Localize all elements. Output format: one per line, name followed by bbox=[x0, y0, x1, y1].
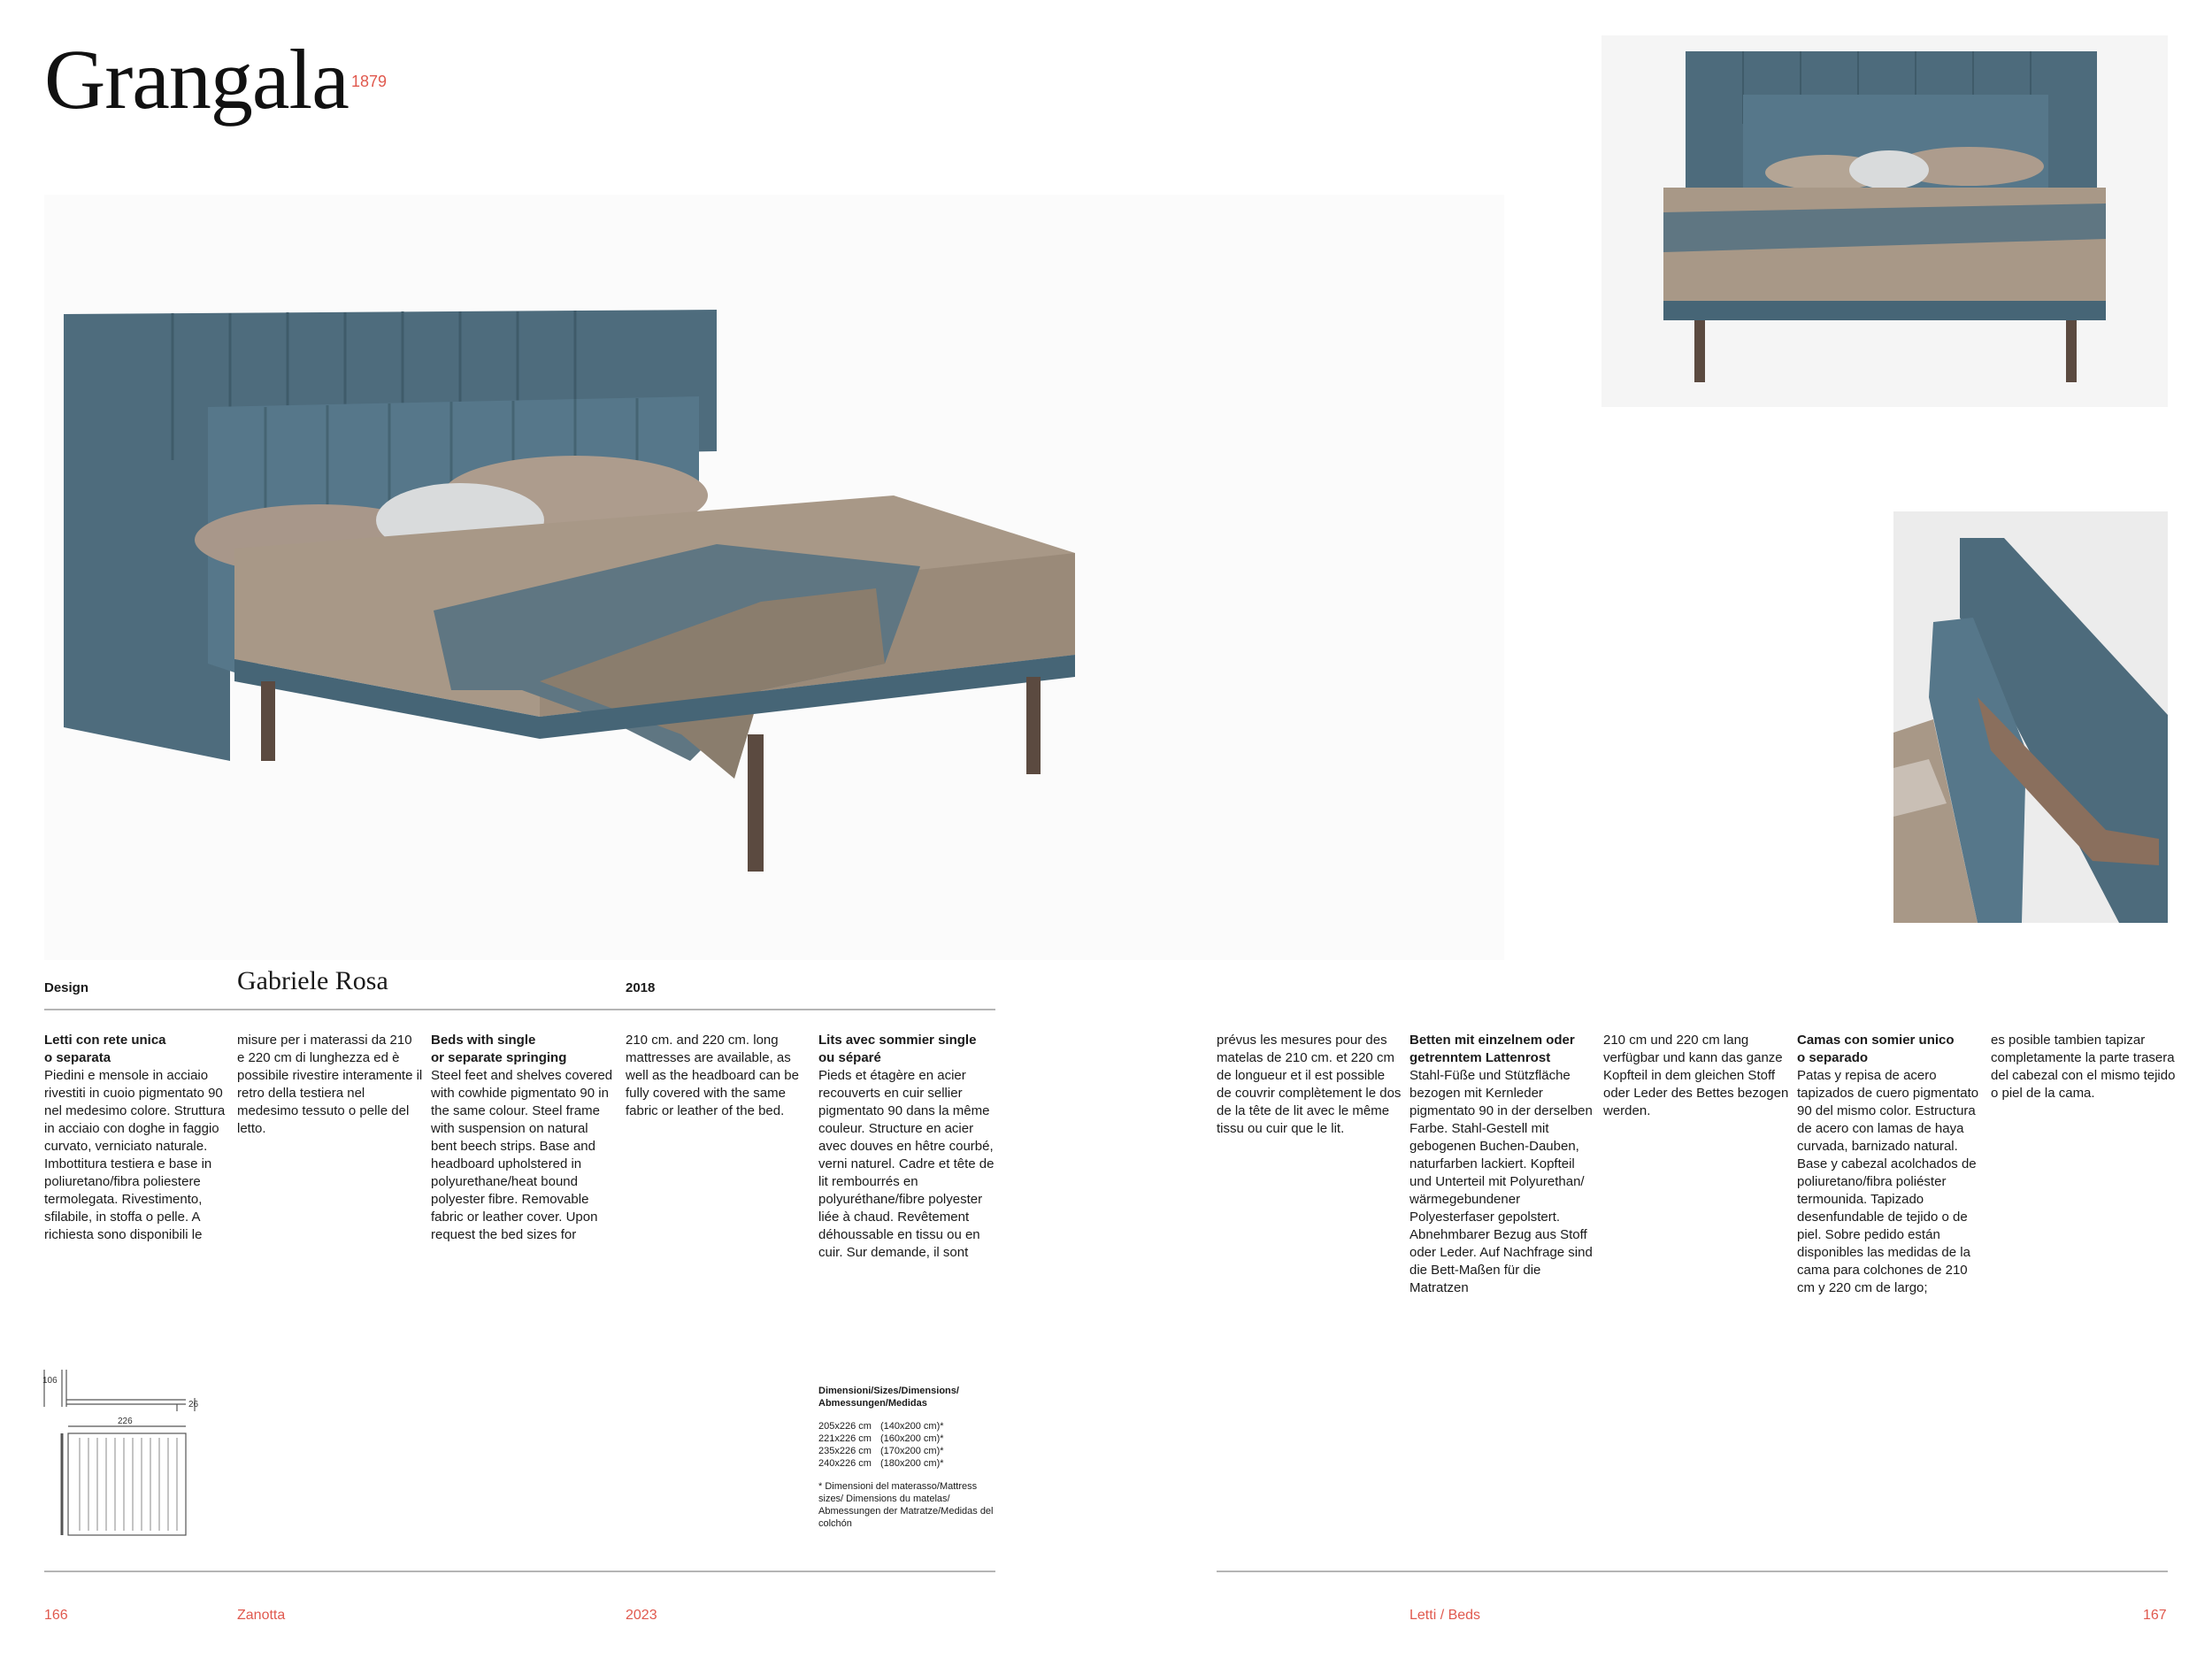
text-column-es-2 bbox=[1991, 1032, 2177, 1102]
column-title: Lits avec sommier single ou séparé bbox=[818, 1033, 977, 1065]
column-body: Steel feet and shelves covered with cowhide pigmentato 90 in the same colour. Steel frame with suspension on natural bent beech strips. Base and headboard upholstered in polyurethane/heat bound polyester fibre. Removable fabric or leather cover. Upon request the bed sizes for bbox=[431, 1068, 613, 1242]
footer-brand: Zanotta bbox=[237, 1608, 286, 1623]
text-column-fr-2 bbox=[1217, 1032, 1402, 1138]
dimension-size: 205x226 cm bbox=[818, 1421, 872, 1432]
bed-technical-drawing bbox=[40, 1363, 208, 1540]
page-number-left: 166 bbox=[44, 1608, 68, 1623]
footer-section: Letti / Beds bbox=[1409, 1608, 1481, 1623]
column-body: 210 cm. and 220 cm. long mattresses are available, as well as the headboard can be fully covered with the same fabric or leather of the bed. bbox=[626, 1033, 799, 1118]
product-title: Grangala bbox=[44, 32, 349, 127]
column-body: es posible tambien tapizar completamente la parte trasera del cabezal con el mismo tejido o piel de la cama. bbox=[1991, 1033, 2176, 1101]
text-column-en-2 bbox=[626, 1032, 811, 1120]
bed-photo-main bbox=[44, 195, 1504, 960]
column-body: Stahl-Füße und Stützfläche bezogen mit Kernleder pigmentato 90 in der derselben Farbe. Stahl-Gestell mit gebogenen Buchen-Dauben, naturfarben lackiert. Kopfteil und Unterteil mit Polyurethan/ wärmegebundener Polyesterfaser gepolstert. Abnehmbarer Bezug aus Stoff oder Leder. Auf Nachfrage sind die Bett-Maßen für die Matratzen bbox=[1409, 1068, 1593, 1295]
dimension-row bbox=[818, 1457, 1000, 1470]
dimension-mattress: (170x200 cm)* bbox=[880, 1446, 944, 1456]
column-body: misure per i materassi da 210 e 220 cm di lunghezza ed è possibile rivestire interamente il retro della testiera nel medesimo tessuto o pelle del letto. bbox=[237, 1033, 423, 1136]
diagram-length: 226 bbox=[118, 1417, 133, 1426]
dimensions-heading: Dimensioni/Sizes/Dimensions/ Abmessungen/Medidas bbox=[818, 1386, 959, 1409]
column-body: 210 cm und 220 cm lang verfügbar und kann das ganze Kopfteil in dem gleichen Stoff oder Leder des Bettes bezogen werden. bbox=[1603, 1033, 1789, 1118]
column-body: Piedini e mensole in acciaio rivestiti in cuoio pigmentato 90 nel medesimo colore. Struttura in acciaio con doghe in faggio curvato, verniciato naturale. Imbottitura testiera e base in poliuretano/fibra poliestere termolegata. Rivestimento, sfilabile, in stoffa o pelle. A richiesta sono disponibili le bbox=[44, 1068, 226, 1242]
column-title: Betten mit einzelnem oder getrenntem Lattenrost bbox=[1409, 1033, 1575, 1065]
rule-bottom-left bbox=[44, 1571, 995, 1572]
dimensions-block bbox=[818, 1385, 1000, 1530]
column-body: Patas y repisa de acero tapizados de cuero pigmentato 90 del mismo color. Estructura de acero con lamas de haya curvada, barnizado natural. Base y cabezal acolchados de poliuretano/fibra poliéster termounida. Tapizado desenfundable de tejido o de piel. Sobre pedido están disponibles las medidas de la cama para colchones de 210 cm y 220 cm de largo; bbox=[1797, 1068, 1979, 1295]
dimension-size: 240x226 cm bbox=[818, 1458, 872, 1469]
dimension-size: 235x226 cm bbox=[818, 1446, 872, 1456]
bed-photo-detail bbox=[1893, 511, 2168, 923]
dimension-mattress: (180x200 cm)* bbox=[880, 1458, 944, 1469]
design-year: 2018 bbox=[626, 980, 656, 995]
column-body: Pieds et étagère en acier recouverts en cuir sellier pigmentato 90 dans la même couleur. Structure en acier avec douves en hêtre courbé, verni naturel. Cadre et tête de lit rembourrés en polyuréthane/fibre polyester liée à chaud. Revêtement déhoussable en tissu ou en cuir. Sur demande, il sont bbox=[818, 1068, 995, 1260]
text-column-it-1 bbox=[44, 1032, 230, 1244]
footer-year: 2023 bbox=[626, 1608, 657, 1623]
dimension-row bbox=[818, 1420, 1000, 1432]
dimension-mattress: (140x200 cm)* bbox=[880, 1421, 944, 1432]
text-column-es-1 bbox=[1797, 1032, 1983, 1297]
text-column-de-1 bbox=[1409, 1032, 1595, 1297]
diagram-height: 106 bbox=[42, 1376, 58, 1386]
column-title: Beds with single or separate springing bbox=[431, 1033, 567, 1065]
column-body: prévus les mesures pour des matelas de 210 cm. et 220 cm de longueur et il est possible de couvrir complètement le dos de la tête de lit avec le même tissu ou cuir que le lit. bbox=[1217, 1033, 1402, 1136]
product-year: 1879 bbox=[351, 73, 388, 90]
diagram-base-height: 26 bbox=[188, 1400, 199, 1409]
dimensions-note: * Dimensioni del materasso/Mattress sizes/ Dimensions du matelas/ Abmessungen der Matratze/Medidas del colchón bbox=[818, 1481, 994, 1529]
page-number-right: 167 bbox=[2143, 1608, 2167, 1623]
text-column-it-2 bbox=[237, 1032, 423, 1138]
column-title: Letti con rete unica o separata bbox=[44, 1033, 166, 1065]
bed-photo-front bbox=[1601, 35, 2168, 407]
rule-top-left bbox=[44, 1009, 995, 1010]
dimension-row bbox=[818, 1432, 1000, 1445]
design-label: Design bbox=[44, 980, 89, 995]
dimension-mattress: (160x200 cm)* bbox=[880, 1433, 944, 1444]
text-column-en-1 bbox=[431, 1032, 617, 1244]
dimension-row bbox=[818, 1445, 1000, 1457]
text-column-de-2 bbox=[1603, 1032, 1789, 1120]
text-column-fr-1 bbox=[818, 1032, 1004, 1262]
designer-name: Gabriele Rosa bbox=[237, 966, 388, 995]
dimension-size: 221x226 cm bbox=[818, 1433, 872, 1444]
column-title: Camas con somier unico o separado bbox=[1797, 1033, 1955, 1065]
rule-bottom-right bbox=[1217, 1571, 2168, 1572]
